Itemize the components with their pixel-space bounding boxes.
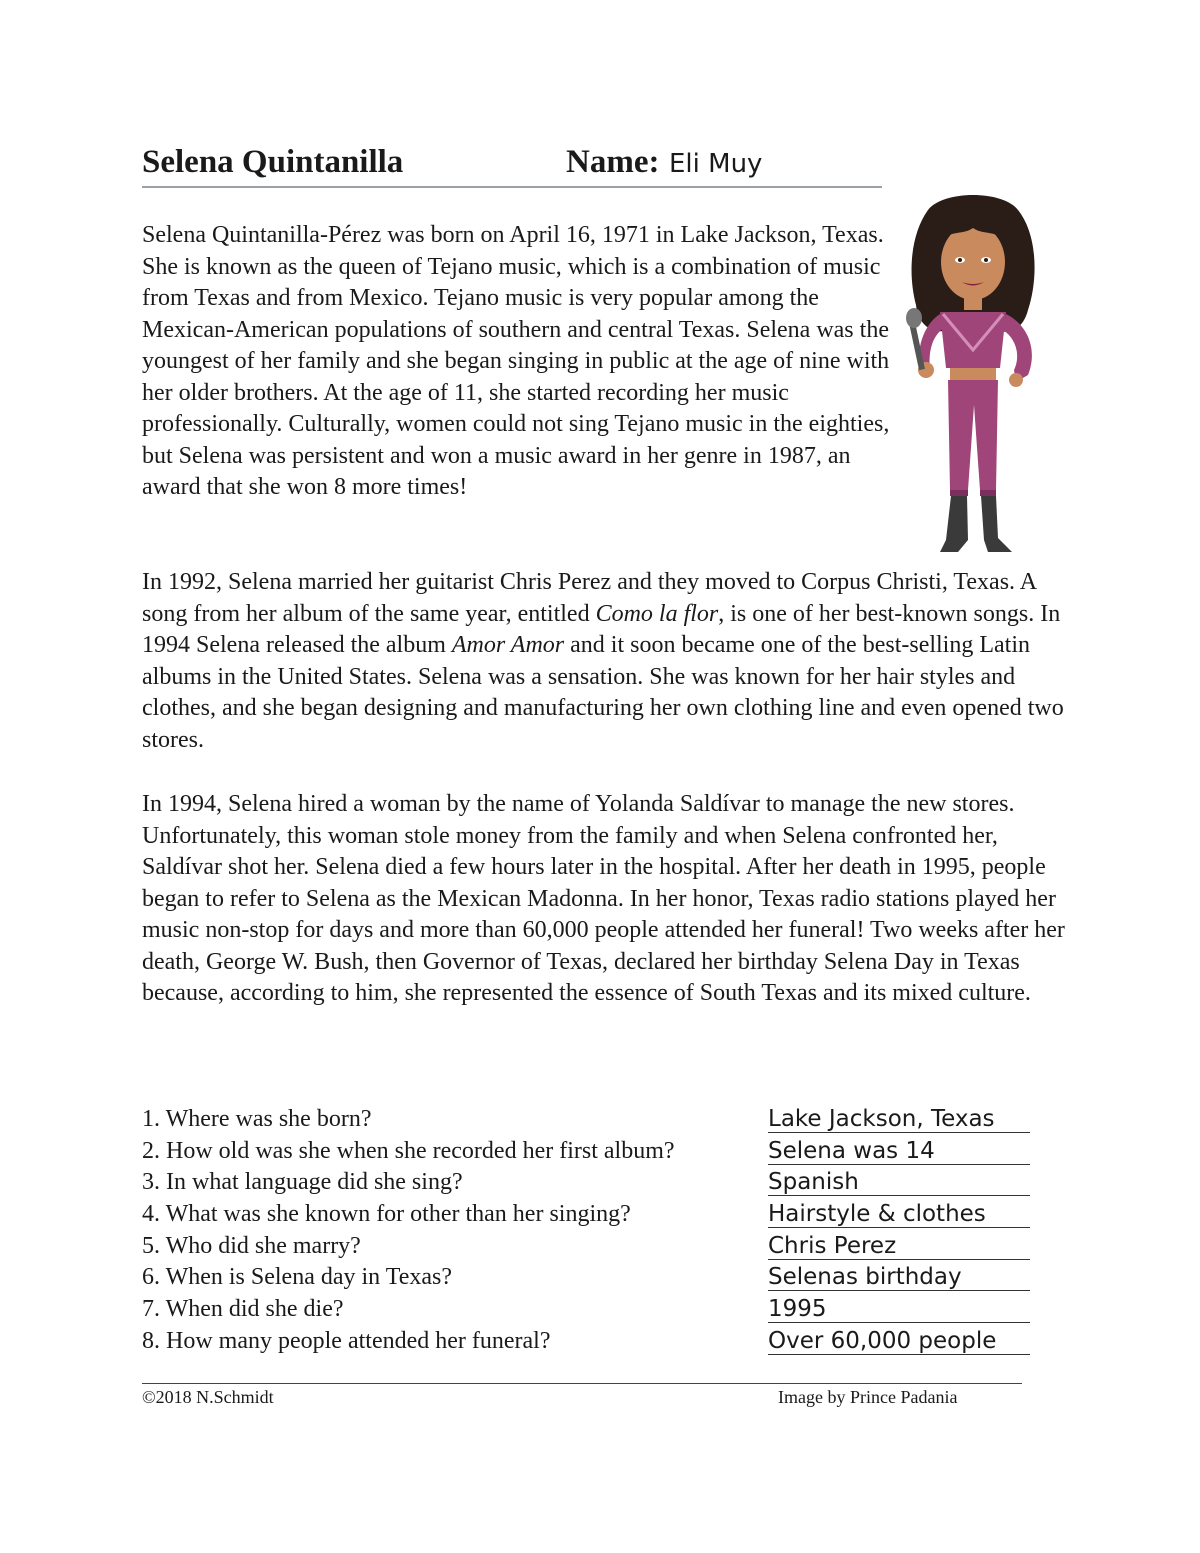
footer-divider [142, 1383, 1022, 1384]
song-title: Como la flor [595, 600, 719, 627]
question-text: 8. How many people attended her funeral? [142, 1327, 551, 1354]
biography-paragraph-2 [142, 567, 1067, 756]
name-field[interactable]: Eli Muy [669, 149, 763, 179]
question-text: 1. Where was she born? [142, 1106, 372, 1132]
image-credit: Image by Prince Padania [778, 1387, 958, 1407]
answer-field[interactable]: Lake Jackson, Texas [768, 1104, 1030, 1133]
answer-field[interactable]: Spanish [768, 1167, 1030, 1196]
question-text: 3. In what language did she sing? [142, 1169, 463, 1196]
pants [948, 380, 998, 490]
question-text: 4. What was she known for other than her singing? [142, 1201, 631, 1228]
answer-field[interactable]: Over 60,000 people [768, 1326, 1030, 1355]
answer-field[interactable]: Selenas birthday [768, 1262, 1030, 1291]
question-text: 6. When is Selena day in Texas? [142, 1264, 453, 1291]
question-list [142, 1104, 1032, 1358]
copyright-notice: ©2018 N.Schmidt [142, 1387, 274, 1407]
paragraph-2-text-a: In 1992, Selena married her guitarist Chris Perez and they moved to Corpus Christi, Texas. A song from her album of the same year, entitled [142, 569, 1036, 627]
right-arm [1003, 314, 1032, 382]
question-row [142, 1199, 1032, 1231]
question-row [142, 1326, 1032, 1358]
face [941, 224, 1005, 300]
biography-paragraph-3: In 1994, Selena hired a woman by the name of Yolanda Saldívar to manage the new stores. Unfortunately, this woman stole money from the family and when Selena confronted her, Saldívar shot her. Selena died a few hours later in the hospital. After her death in 1995, people began to refer to Selena as the Mexican Madonna. In her honor, Texas radio stations played her music non-stop for days and more than 60,000 people attended her funeral! Two weeks after her death, George W. Bush, then Governor of Texas, declared her birthday Selena Day in Texas because, according to him, she represented the essence of South Texas and its mixed culture. [142, 791, 1065, 1006]
answer-field[interactable]: Selena was 14 [768, 1136, 1030, 1165]
question-text: 7. When did she die? [142, 1296, 344, 1323]
name-label: Name: [566, 144, 660, 180]
question-row [142, 1167, 1032, 1199]
left-boot [940, 496, 968, 552]
question-row [142, 1231, 1032, 1263]
selena-illustration [888, 190, 1058, 562]
paragraph-2-text-c: and it soon became one of the best-selling Latin albums in the United States. Selena was a sensation. She was known for her hair styles and clothes, and she began designing and manufacturing her own clothing line and even opened two stores. [142, 632, 1064, 753]
right-boot [981, 496, 1012, 552]
question-row [142, 1262, 1032, 1294]
album-title: Amor Amor [451, 632, 565, 658]
question-text: 2. How old was she when she recorded her first album? [142, 1137, 675, 1164]
worksheet-header [142, 142, 882, 188]
document-title: Selena Quintanilla [142, 144, 404, 180]
answer-field[interactable]: 1995 [768, 1294, 1030, 1323]
biography-paragraph-1: Selena Quintanilla-Pérez was born on April 16, 1971 in Lake Jackson, Texas. She is known as the queen of Tejano music, which is a combination of music from Texas and from Mexico. Tejano music is very popular among the Mexican-American populations of southern and central Texas. Selena was the youngest of her family and she began singing in public at the age of nine with her older brothers. At the age of 11, she started recording her music professionally. Culturally, women could not sing Tejano music in the eighties, but Selena was persistent and won a music award in her genre in 1987, an award that she won 8 more times! [142, 222, 890, 500]
question-text: 5. Who did she marry? [142, 1232, 361, 1259]
question-row [142, 1104, 1032, 1136]
paragraph-2-text-b: , is one of her best-known songs. In 1994 Selena released the album [142, 600, 1061, 658]
question-row [142, 1136, 1032, 1168]
answer-field[interactable]: Hairstyle & clothes [768, 1199, 1030, 1228]
answer-field[interactable]: Chris Perez [768, 1231, 1030, 1260]
question-row [142, 1294, 1032, 1326]
